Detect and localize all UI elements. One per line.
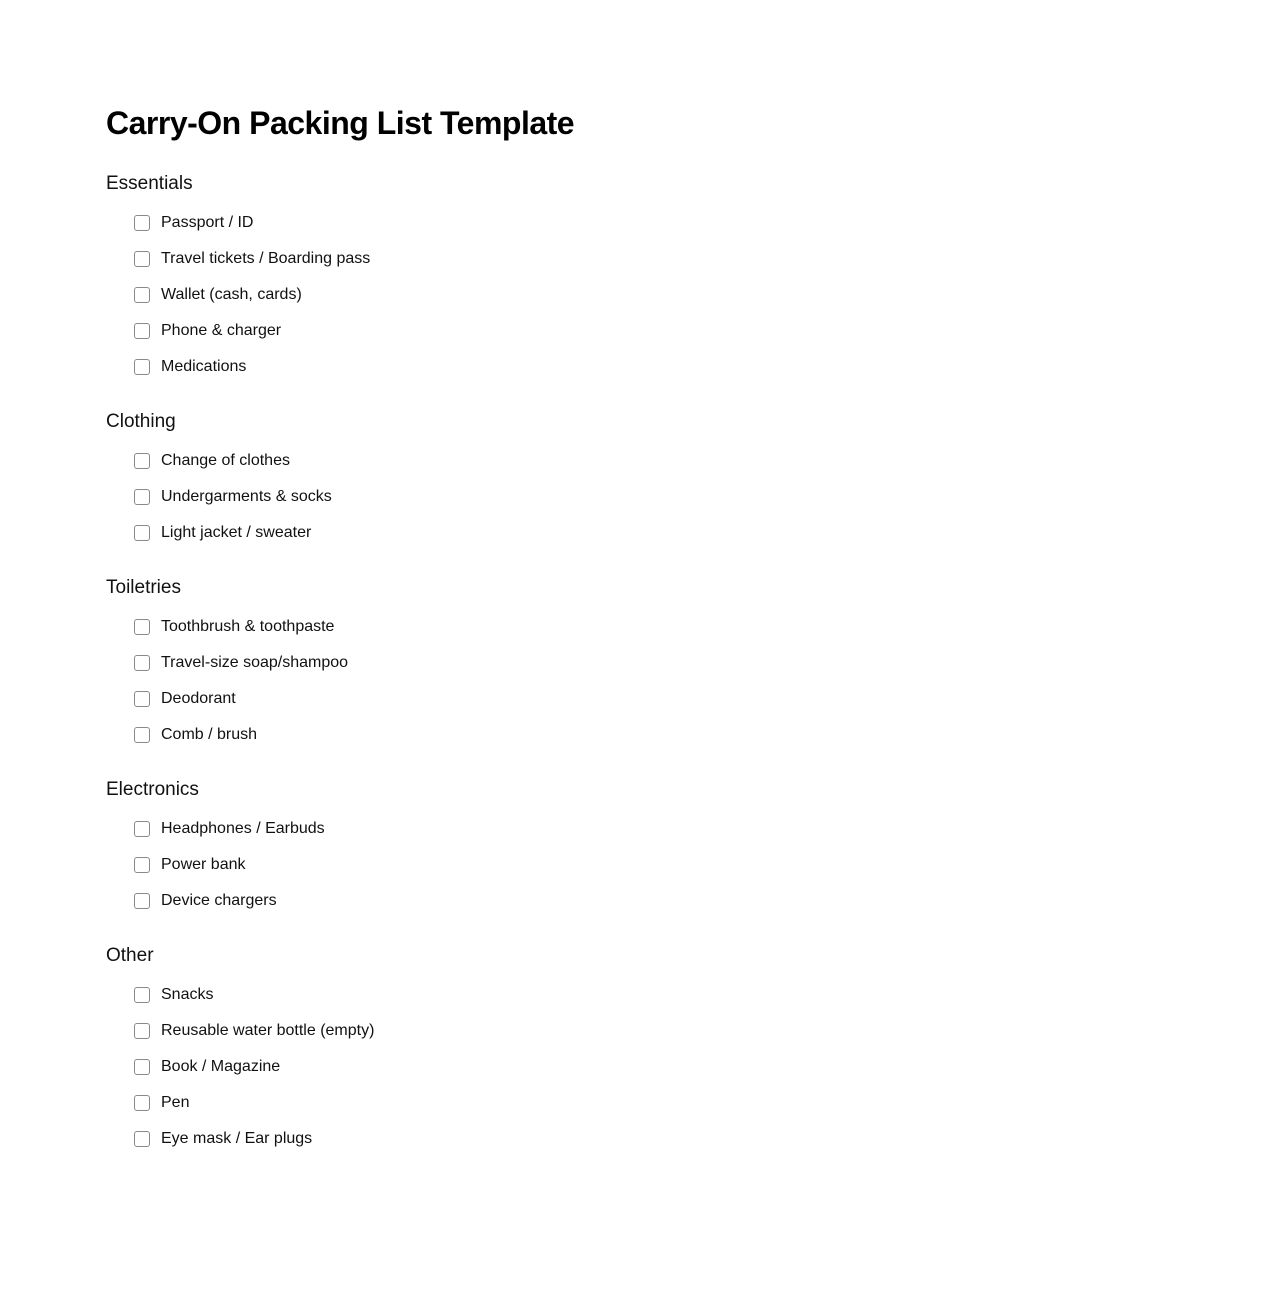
- item-label: Toothbrush & toothpaste: [161, 618, 335, 635]
- checklist-item[interactable]: [134, 1085, 574, 1121]
- checkbox[interactable]: [134, 727, 150, 743]
- section-toiletries: [106, 576, 574, 753]
- checklist-item[interactable]: [134, 609, 574, 645]
- checklist-item[interactable]: [134, 277, 574, 313]
- checklist: [106, 811, 574, 919]
- section-heading: Other: [106, 945, 154, 966]
- checkbox[interactable]: [134, 691, 150, 707]
- checkbox[interactable]: [134, 655, 150, 671]
- checkbox[interactable]: [134, 1095, 150, 1111]
- checkbox[interactable]: [134, 893, 150, 909]
- checklist-item[interactable]: [134, 1013, 574, 1049]
- item-label: Reusable water bottle (empty): [161, 1022, 375, 1039]
- item-label: Light jacket / sweater: [161, 524, 312, 541]
- checklist-item[interactable]: [134, 977, 574, 1013]
- checklist-item[interactable]: [134, 241, 574, 277]
- page-title: Carry-On Packing List Template: [106, 105, 575, 141]
- checkbox[interactable]: [134, 251, 150, 267]
- section-electronics: [106, 778, 574, 919]
- item-label: Phone & charger: [161, 322, 282, 339]
- checklist-item[interactable]: [134, 479, 574, 515]
- item-label: Eye mask / Ear plugs: [161, 1130, 313, 1147]
- item-label: Device chargers: [161, 892, 277, 909]
- checklist: [106, 977, 574, 1157]
- checklist: [106, 609, 574, 753]
- checklist-item[interactable]: [134, 717, 574, 753]
- checklist-item[interactable]: [134, 1121, 574, 1157]
- checklist-item[interactable]: [134, 349, 574, 385]
- section-heading: Essentials: [106, 173, 193, 194]
- checkbox[interactable]: [134, 359, 150, 375]
- checkbox[interactable]: [134, 323, 150, 339]
- checklist: [106, 443, 574, 551]
- item-label: Wallet (cash, cards): [161, 286, 302, 303]
- section-clothing: [106, 410, 574, 551]
- checklist-item[interactable]: [134, 515, 574, 551]
- item-label: Headphones / Earbuds: [161, 820, 325, 837]
- checklist-item[interactable]: [134, 313, 574, 349]
- item-label: Pen: [161, 1094, 190, 1111]
- item-label: Travel tickets / Boarding pass: [161, 250, 371, 267]
- item-label: Book / Magazine: [161, 1058, 281, 1075]
- checkbox[interactable]: [134, 619, 150, 635]
- checkbox[interactable]: [134, 453, 150, 469]
- item-label: Change of clothes: [161, 452, 290, 469]
- item-label: Medications: [161, 358, 247, 375]
- packing-list: [106, 103, 574, 1157]
- checkbox[interactable]: [134, 287, 150, 303]
- checkbox[interactable]: [134, 1023, 150, 1039]
- item-label: Undergarments & socks: [161, 488, 332, 505]
- checkbox[interactable]: [134, 857, 150, 873]
- sections: [106, 172, 574, 1157]
- checkbox[interactable]: [134, 1059, 150, 1075]
- checkbox[interactable]: [134, 489, 150, 505]
- checkbox[interactable]: [134, 1131, 150, 1147]
- item-label: Snacks: [161, 986, 214, 1003]
- item-label: Passport / ID: [161, 214, 254, 231]
- section-heading: Clothing: [106, 411, 176, 432]
- checklist-item[interactable]: [134, 443, 574, 479]
- checklist: [106, 205, 574, 385]
- item-label: Deodorant: [161, 690, 236, 707]
- checkbox[interactable]: [134, 821, 150, 837]
- item-label: Power bank: [161, 856, 246, 873]
- checkbox[interactable]: [134, 987, 150, 1003]
- checklist-item[interactable]: [134, 811, 574, 847]
- checklist-item[interactable]: [134, 883, 574, 919]
- checklist-item[interactable]: [134, 1049, 574, 1085]
- checklist-item[interactable]: [134, 681, 574, 717]
- section-essentials: [106, 172, 574, 385]
- item-label: Travel-size soap/shampoo: [161, 654, 349, 671]
- section-other: [106, 944, 574, 1157]
- checklist-item[interactable]: [134, 645, 574, 681]
- checkbox[interactable]: [134, 215, 150, 231]
- section-heading: Toiletries: [106, 577, 181, 598]
- checkbox[interactable]: [134, 525, 150, 541]
- checklist-item[interactable]: [134, 205, 574, 241]
- section-heading: Electronics: [106, 779, 199, 800]
- item-label: Comb / brush: [161, 726, 258, 743]
- checklist-item[interactable]: [134, 847, 574, 883]
